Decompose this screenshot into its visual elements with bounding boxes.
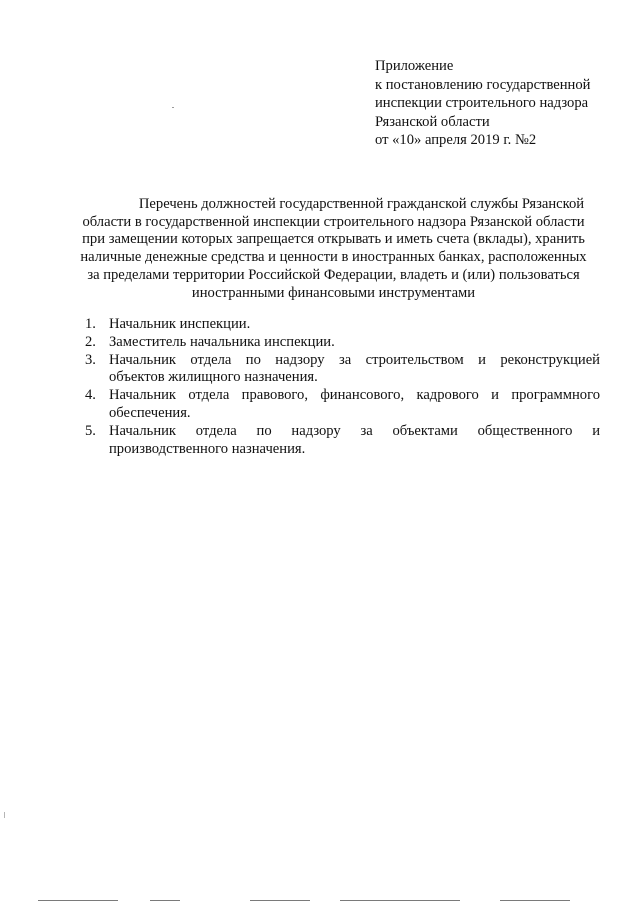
- list-item: [82, 423, 600, 459]
- appendix-date-line: от «10» апреля 2019 г. №2: [375, 132, 537, 149]
- title-line: при замещении которых запрещается открывать и иметь счета (вклады), хранить: [82, 231, 585, 248]
- appendix-line: к постановлению государственной: [375, 76, 591, 93]
- list-item-text: объектов жилищного назначения.: [109, 369, 318, 386]
- document-title: [66, 196, 601, 302]
- list-item-text: Заместитель начальника инспекции.: [109, 333, 335, 350]
- positions-list: [82, 316, 600, 458]
- list-item-number: 3.: [85, 351, 96, 368]
- title-line: иностранными финансовыми инструментами: [191, 284, 476, 301]
- list-item-number: 4.: [85, 387, 96, 404]
- list-item: [82, 387, 600, 423]
- list-item-text: Начальник отдела по надзору за строительством и реконструкцией: [109, 351, 600, 368]
- appendix-line: Приложение: [375, 58, 454, 74]
- list-item-text: Начальник отдела правового, финансового, кадрового и программного: [109, 387, 600, 404]
- list-item: [82, 352, 600, 388]
- title-line: области в государственной инспекции строительного надзора Рязанской области: [82, 213, 585, 230]
- list-item-number: 5.: [85, 422, 96, 439]
- list-item-text: производственного назначения.: [109, 440, 306, 457]
- list-item-text: обеспечения.: [109, 404, 191, 421]
- title-line: за пределами территории Российской Федерации, владеть и (или) пользоваться: [87, 266, 580, 283]
- scan-bottom-edge: [0, 898, 640, 905]
- list-item: [82, 316, 600, 334]
- title-line: Перечень должностей государственной гражданской службы Рязанской: [138, 196, 585, 212]
- list-item-text: Начальник инспекции.: [109, 316, 251, 332]
- appendix-line: инспекции строительного надзора: [375, 95, 589, 112]
- list-item-text: Начальник отдела по надзору за объектами общественного и: [109, 422, 600, 439]
- scan-speck: [172, 107, 174, 108]
- list-item: [82, 334, 600, 352]
- list-item-number: 1.: [85, 316, 96, 332]
- title-line: наличные денежные средства и ценности в иностранных банках, расположенных: [80, 249, 587, 266]
- appendix-header: [375, 57, 620, 150]
- appendix-line: Рязанской области: [375, 113, 490, 130]
- list-item-number: 2.: [85, 333, 96, 350]
- scan-margin-mark: [4, 812, 5, 818]
